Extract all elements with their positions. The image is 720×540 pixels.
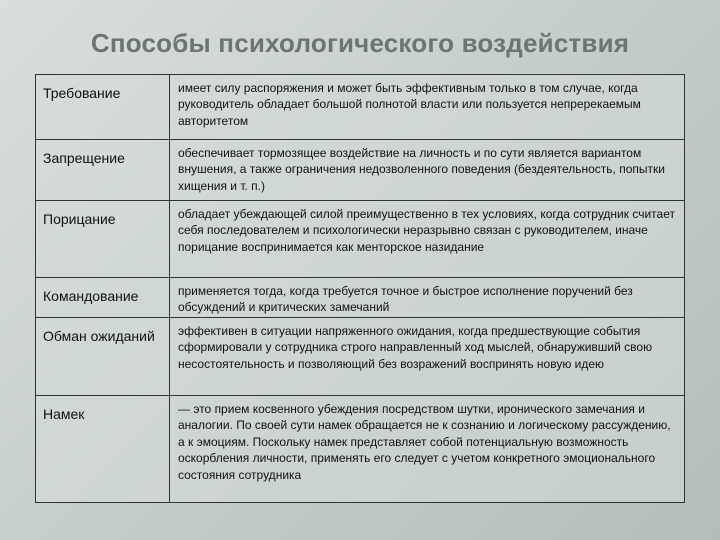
term-cell: Намек [36,396,170,503]
slide-title: Способы психологического воздействия [90,28,630,58]
term-cell: Командование [36,278,170,318]
term-cell: Обман ожиданий [36,318,170,396]
term-cell: Требование [36,75,170,140]
term-cell: Порицание [36,201,170,278]
table-row [36,140,685,201]
description-cell: применяется тогда, когда требуется точное и быстрое исполнение поручений без обсуждений и критических замечаний [170,278,685,318]
table-row [36,278,685,318]
methods-table [35,74,685,503]
table-row [36,201,685,278]
description-cell: — это прием косвенного убеждения посредством шутки, иронического замечания и аналогии. По своей сути намек обращается не к сознанию и логическому рассуждению, а к эмоциям. Поскольку намек представляет собой потенциальную возможность оскорбления личности, применять его следует с учетом конкретного эмоционального состояния сотрудника [170,396,685,503]
table-row [36,318,685,396]
description-cell: имеет силу распоряжения и может быть эффективным только в том случае, когда руководитель обладает большой полнотой власти или пользуется непререкаемым авторитетом [170,75,685,140]
table-row [36,396,685,503]
description-cell: эффективен в ситуации напряженного ожидания, когда предшествующие события сформировали у сотрудника строго направленный ход мыслей, обнаруживший свою несостоятельность и позволяющий без возражений воспринять новую идею [170,318,685,396]
table-row [36,75,685,140]
description-cell: обеспечивает тормозящее воздействие на личность и по сути является вариантом внушения, а также ограничения недозволенного поведения (бездеятельность, попытки хищения и т. п.) [170,140,685,201]
description-cell: обладает убеждающей силой преимущественно в тех условиях, когда сотрудник считает себя последователем и психологически неразрывно связан с руководителем, иначе порицание воспринимается как менторское назидание [170,201,685,278]
term-cell: Запрещение [36,140,170,201]
